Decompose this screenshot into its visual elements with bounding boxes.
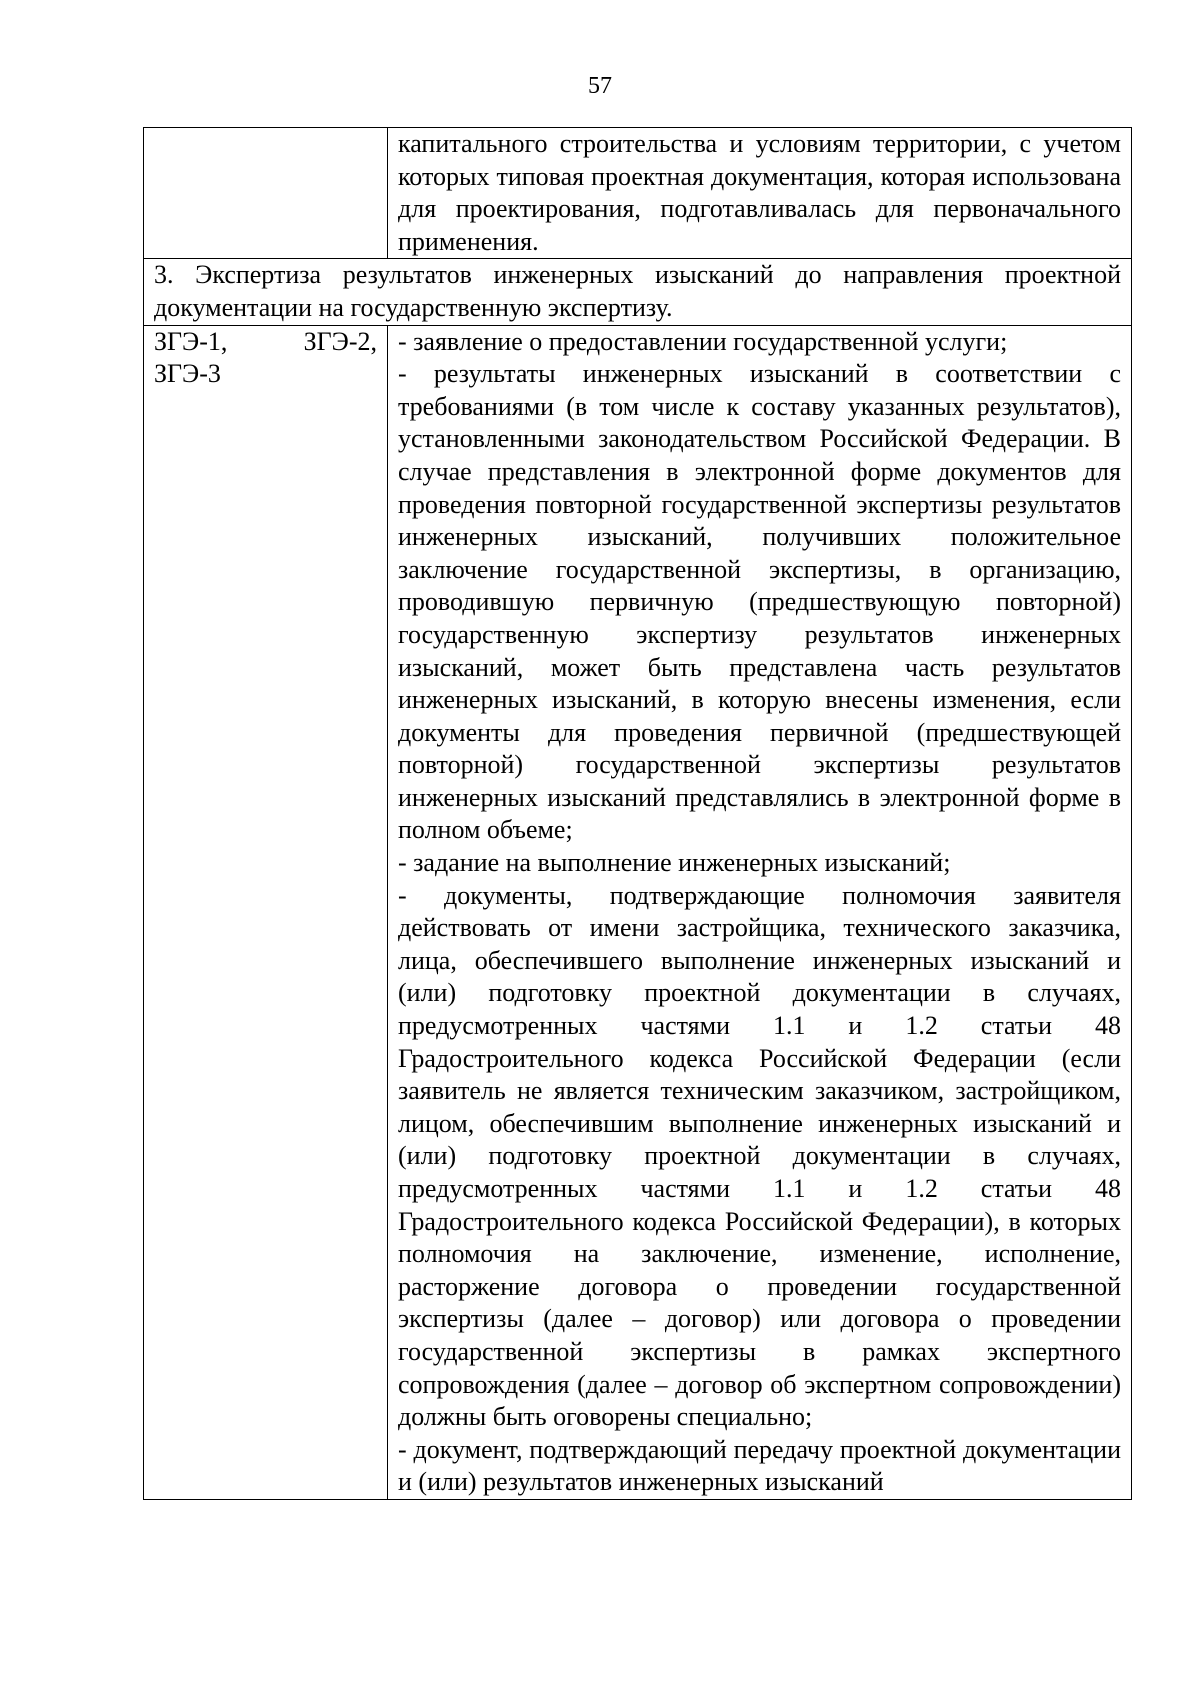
table-row-section-header [144, 259, 1132, 325]
requirements-table [143, 127, 1132, 1500]
table-row-main [144, 325, 1132, 1499]
list-item: - результаты инженерных изысканий в соответствии с требованиями (в том числе к составу указанных результатов), установленными законодательством Российской Федерации. В случае представления в электронной форме документов для проведения повторной государственной экспертизы результатов инженерных изысканий, получивших положительное заключение государственной экспертизы, в организацию, проводившую первичную (предшествующую повторной) государственную экспертизу результатов инженерных изысканий, может быть представлена часть результатов инженерных изысканий, в которую внесены изменения, если документы для проведения первичной (предшествующей повторной) государственной экспертизы результатов инженерных изысканий представлялись в электронной форме в полном объеме; [398, 359, 1121, 845]
cell-codes [144, 325, 388, 1499]
list-item: - документ, подтверждающий передачу проектной документации и (или) результатов инженерных изысканий [398, 1434, 1121, 1497]
continuation-paragraph: капитального строительства и условиям территории, с учетом которых типовая проектная документация, которая использована для проектирования, подготавливалась для первоначального применения. [398, 129, 1121, 256]
section-header: 3. Экспертиза результатов инженерных изысканий до направления проектной документации на государственную экспертизу. [154, 260, 1121, 322]
document-codes: ЗГЭ-1, ЗГЭ-2, ЗГЭ-3 [154, 326, 377, 389]
cell-continuation-text [388, 128, 1132, 259]
list-item: - задание на выполнение инженерных изысканий; [398, 848, 951, 878]
cell-empty-left [144, 128, 388, 259]
section-header-cell [144, 259, 1132, 325]
cell-document-list [388, 325, 1132, 1499]
page-number: 57 [588, 73, 612, 99]
table-row-continuation [144, 128, 1132, 259]
list-item: - заявление о предоставлении государственной услуги; [398, 326, 1008, 356]
list-item: - документы, подтверждающие полномочия заявителя действовать от имени застройщика, технического заказчика, лица, обеспечившего выполнение инженерных изысканий и (или) подготовку проектной документации в случаях, предусмотренных частями 1.1 и 1.2 статьи 48 Градостроительного кодекса Российской Федерации (если заявитель не является техническим заказчиком, застройщиком, лицом, обеспечившим выполнение инженерных изысканий и (или) подготовку проектной документации в случаях, предусмотренных частями 1.1 и 1.2 статьи 48 Градостроительного кодекса Российской Федерации), в которых полномочия на заключение, изменение, исполнение, расторжение договора о проведении государственной экспертизы (далее – договор) или договора о проведении государственной экспертизы в рамках экспертного сопровождения (далее – договор об экспертном сопровождении) должны быть оговорены специально; [398, 880, 1121, 1432]
